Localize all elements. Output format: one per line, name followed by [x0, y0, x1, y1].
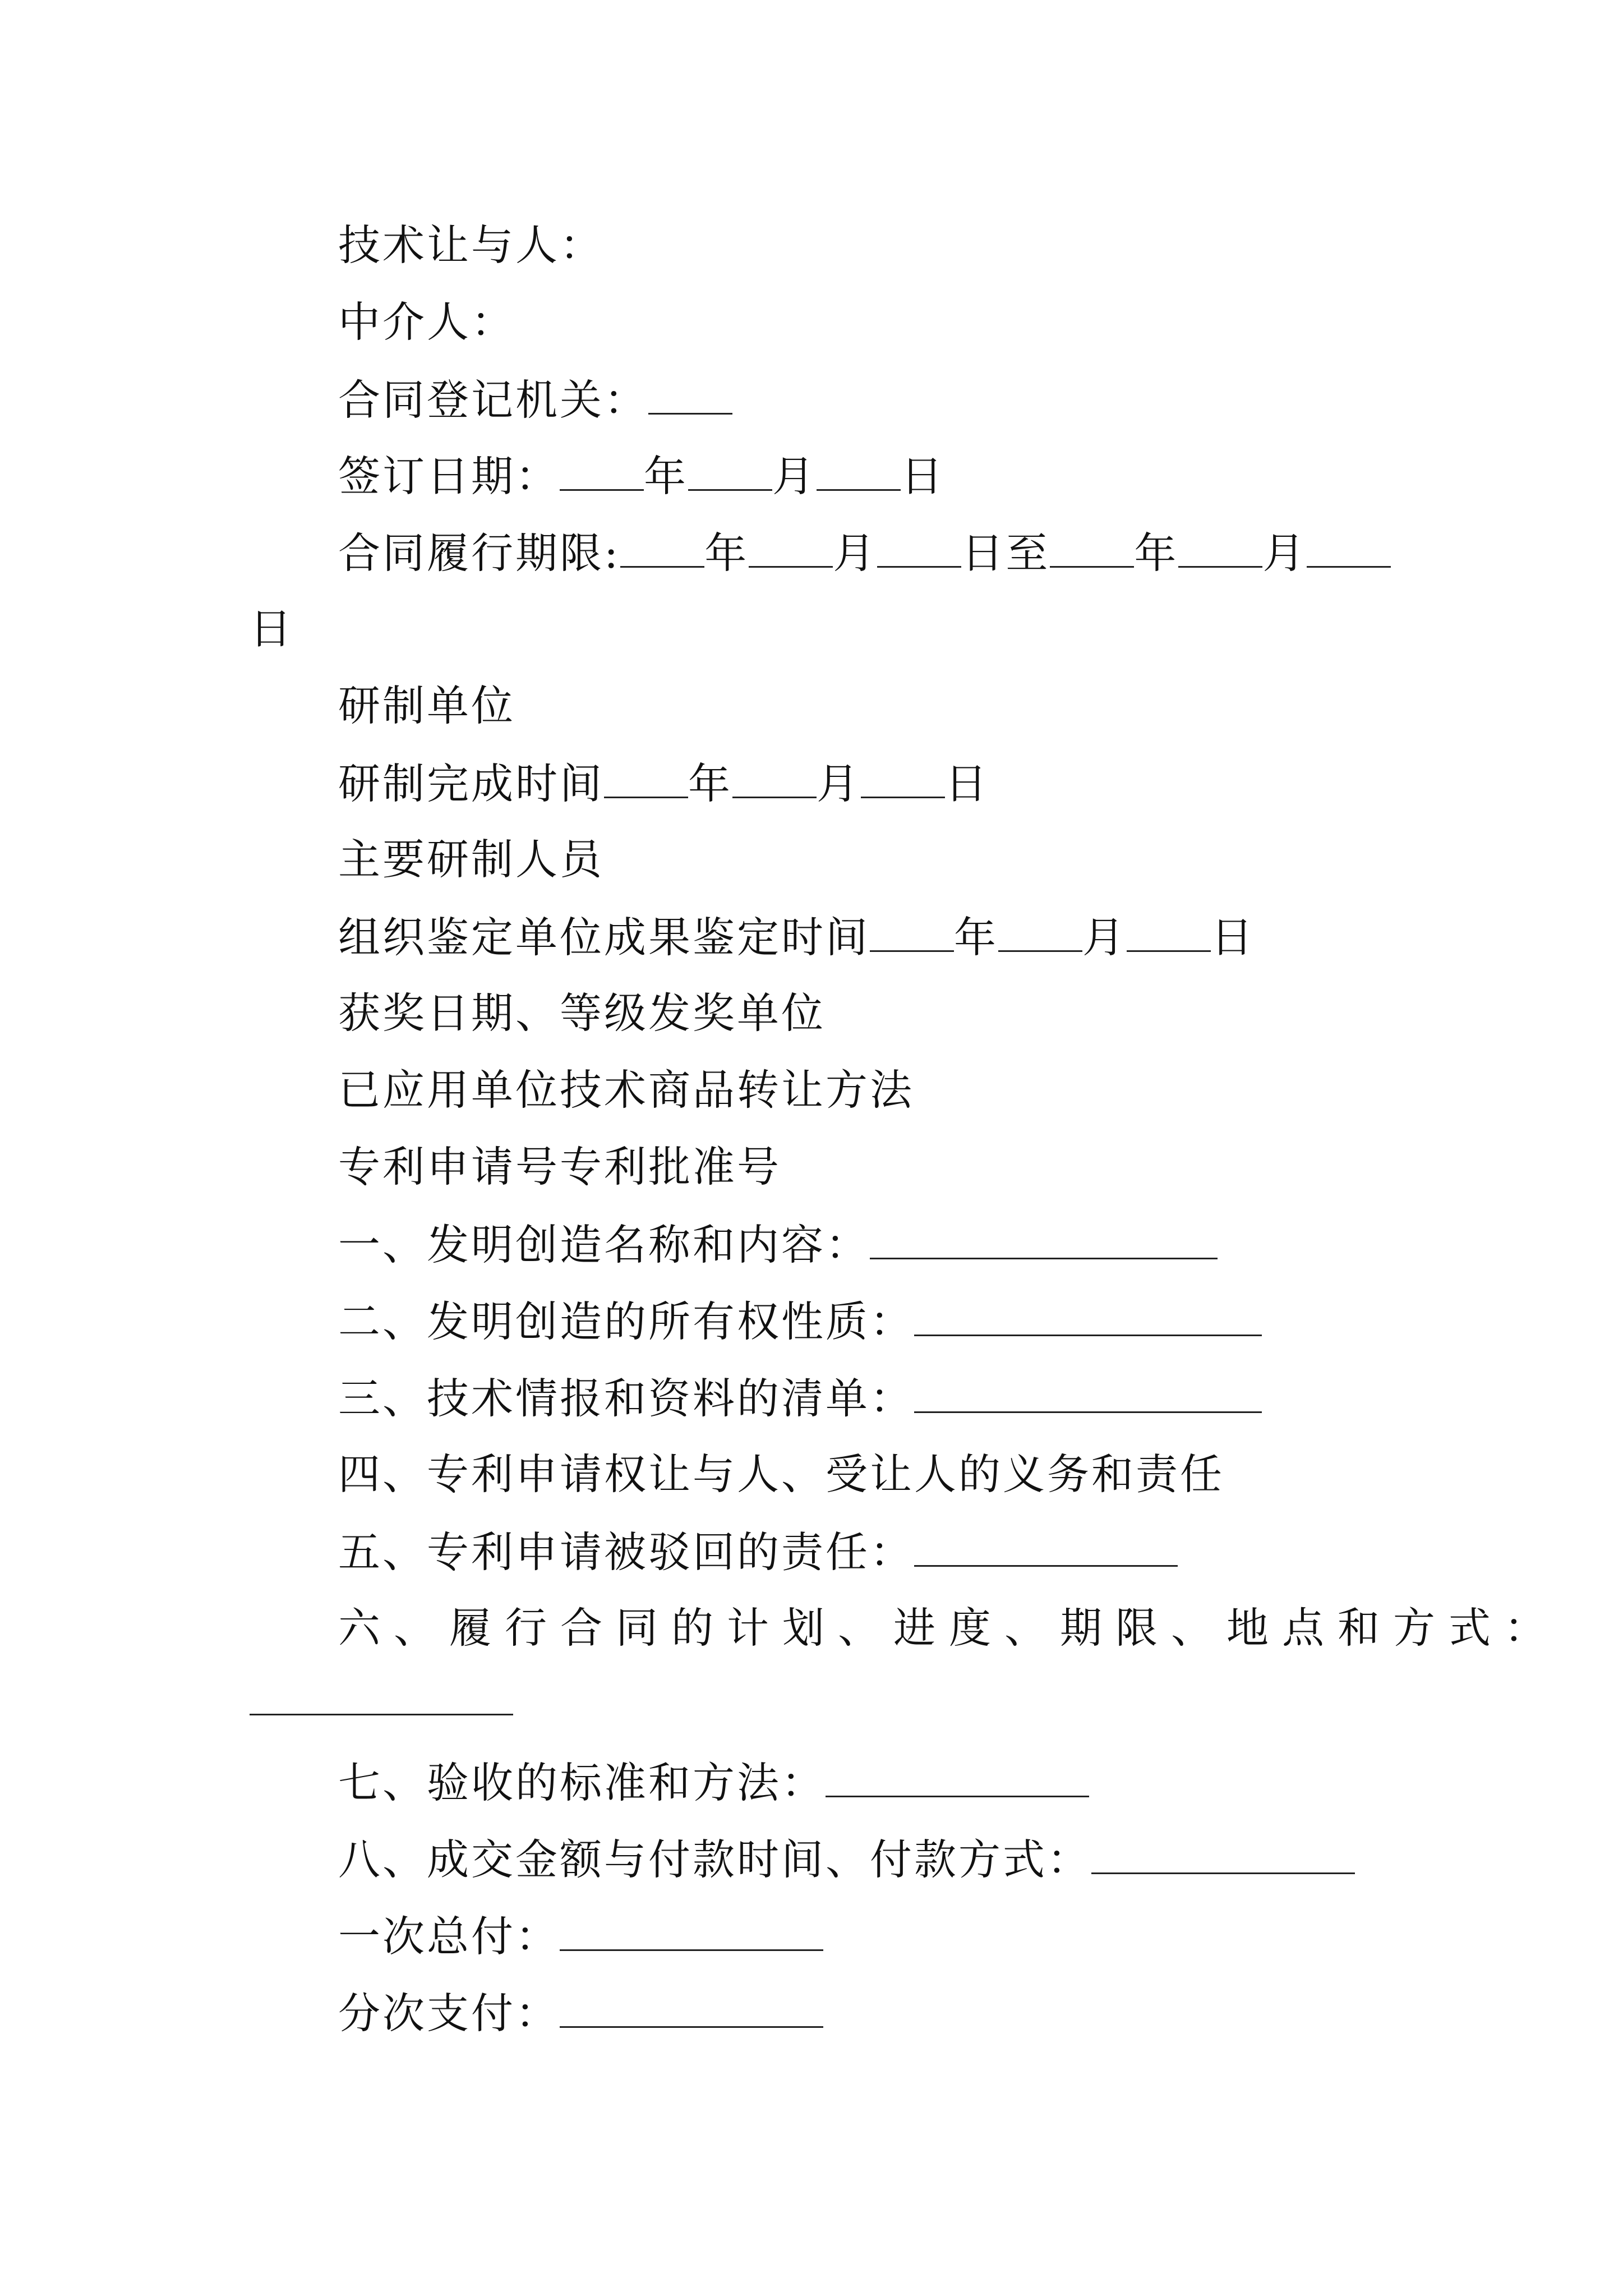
- signing-day-blank[interactable]: [817, 454, 901, 491]
- section-3-heading: 三、技术情报和资料的清单：: [338, 1374, 915, 1423]
- registration-authority-blank[interactable]: [648, 378, 732, 415]
- signing-date-label: 签订日期：: [338, 452, 560, 501]
- signing-date-line: [338, 452, 946, 501]
- transferor-label: 技术让与人：: [338, 220, 605, 270]
- section-1-heading: 一、发明创造名称和内容：: [338, 1220, 870, 1269]
- section-1-blank[interactable]: [870, 1223, 1218, 1259]
- section-2-blank[interactable]: [914, 1300, 1262, 1336]
- period-end-day-text: 日: [250, 604, 294, 654]
- appraisal-year-blank[interactable]: [870, 915, 954, 952]
- period-start-month-blank[interactable]: [749, 531, 833, 568]
- signing-year-text: 年: [644, 452, 689, 501]
- section-4-line: [338, 1450, 1225, 1499]
- section-3-blank[interactable]: [914, 1377, 1262, 1413]
- period-end-year-blank[interactable]: [1050, 531, 1134, 568]
- period-end-month-text: 月: [1262, 528, 1307, 578]
- installments-line: [338, 1989, 823, 2038]
- appraisal-day-blank[interactable]: [1127, 915, 1211, 952]
- main-developers-label: 主要研制人员: [338, 835, 605, 884]
- patent-numbers-line: [338, 1142, 782, 1191]
- signing-month-blank[interactable]: [688, 454, 772, 491]
- signing-day-text: 日: [901, 452, 946, 501]
- section-3-line: [338, 1374, 1262, 1423]
- registration-authority-label: 合同登记机关：: [338, 375, 649, 425]
- installments-label: 分次支付：: [338, 1989, 560, 2038]
- intermediary-line: [338, 297, 516, 347]
- completion-year-blank[interactable]: [604, 762, 688, 798]
- section-5-heading: 五、专利申请被驳回的责任：: [338, 1527, 915, 1577]
- registration-authority-line: [338, 375, 732, 425]
- completion-time-line: [338, 759, 990, 808]
- section-8-heading: 八、成交金额与付款时间、付款方式：: [338, 1835, 1092, 1884]
- completion-month-text: 月: [817, 759, 861, 808]
- section-2-heading: 二、发明创造的所有权性质：: [338, 1297, 915, 1346]
- patent-numbers-label: 专利申请号专利批准号: [338, 1142, 782, 1191]
- lump-sum-label: 一次总付：: [338, 1912, 560, 1961]
- section-7-blank[interactable]: [826, 1761, 1089, 1797]
- section-5-blank[interactable]: [914, 1530, 1178, 1567]
- performance-period-line: [338, 528, 1391, 578]
- period-start-year-text: 年: [704, 528, 749, 578]
- main-developers-line: [338, 835, 605, 884]
- period-start-day-blank[interactable]: [877, 531, 961, 568]
- appraisal-year-text: 年: [954, 913, 999, 962]
- developer-unit-label: 研制单位: [338, 681, 516, 730]
- award-info-line: [338, 988, 826, 1038]
- signing-month-text: 月: [772, 452, 817, 501]
- completion-year-text: 年: [688, 759, 733, 808]
- period-end-day-blank[interactable]: [1307, 531, 1391, 568]
- section-8-line: [338, 1835, 1355, 1884]
- performance-period-wrap-line: [250, 604, 294, 654]
- completion-day-text: 日: [945, 759, 990, 808]
- section-5-line: [338, 1527, 1178, 1577]
- appraisal-line: [338, 913, 1256, 962]
- intermediary-label: 中介人：: [338, 297, 516, 347]
- transferor-line: [338, 220, 605, 270]
- completion-time-label: 研制完成时间: [338, 759, 605, 808]
- applied-units-label: 已应用单位技术商品转让方法: [338, 1065, 915, 1115]
- section-7-line: [338, 1758, 1089, 1807]
- installments-blank[interactable]: [560, 1991, 823, 2028]
- section-4-heading: 四、专利申请权让与人、受让人的义务和责任: [338, 1450, 1225, 1499]
- section-7-heading: 七、验收的标准和方法：: [338, 1758, 826, 1807]
- appraisal-month-blank[interactable]: [998, 915, 1082, 952]
- section-6-line: [338, 1603, 1560, 1653]
- applied-units-line: [338, 1065, 915, 1115]
- period-start-year-blank[interactable]: [620, 531, 704, 568]
- completion-day-blank[interactable]: [861, 762, 945, 798]
- period-end-month-blank[interactable]: [1178, 531, 1262, 568]
- lump-sum-blank[interactable]: [560, 1915, 823, 1951]
- signing-year-blank[interactable]: [560, 454, 644, 491]
- performance-period-label: 合同履行期限:: [338, 528, 621, 578]
- period-day-to-text: 日至: [961, 528, 1050, 578]
- period-start-month-text: 月: [833, 528, 878, 578]
- period-end-year-text: 年: [1134, 528, 1179, 578]
- section-8-blank[interactable]: [1091, 1838, 1355, 1874]
- developer-unit-line: [338, 681, 516, 730]
- award-info-label: 获奖日期、等级发奖单位: [338, 988, 826, 1038]
- section-6-blank[interactable]: [250, 1679, 513, 1715]
- completion-month-blank[interactable]: [732, 762, 817, 798]
- appraisal-label: 组织鉴定单位成果鉴定时间: [338, 913, 870, 962]
- appraisal-day-text: 日: [1211, 913, 1256, 962]
- section-6-wrap-line: [250, 1679, 513, 1722]
- section-6-heading: 六、履行合同的计划、进度、期限、地点和方式：: [338, 1603, 1560, 1653]
- appraisal-month-text: 月: [1082, 913, 1127, 962]
- lump-sum-line: [338, 1912, 823, 1961]
- section-1-line: [338, 1220, 1218, 1269]
- section-2-line: [338, 1297, 1262, 1346]
